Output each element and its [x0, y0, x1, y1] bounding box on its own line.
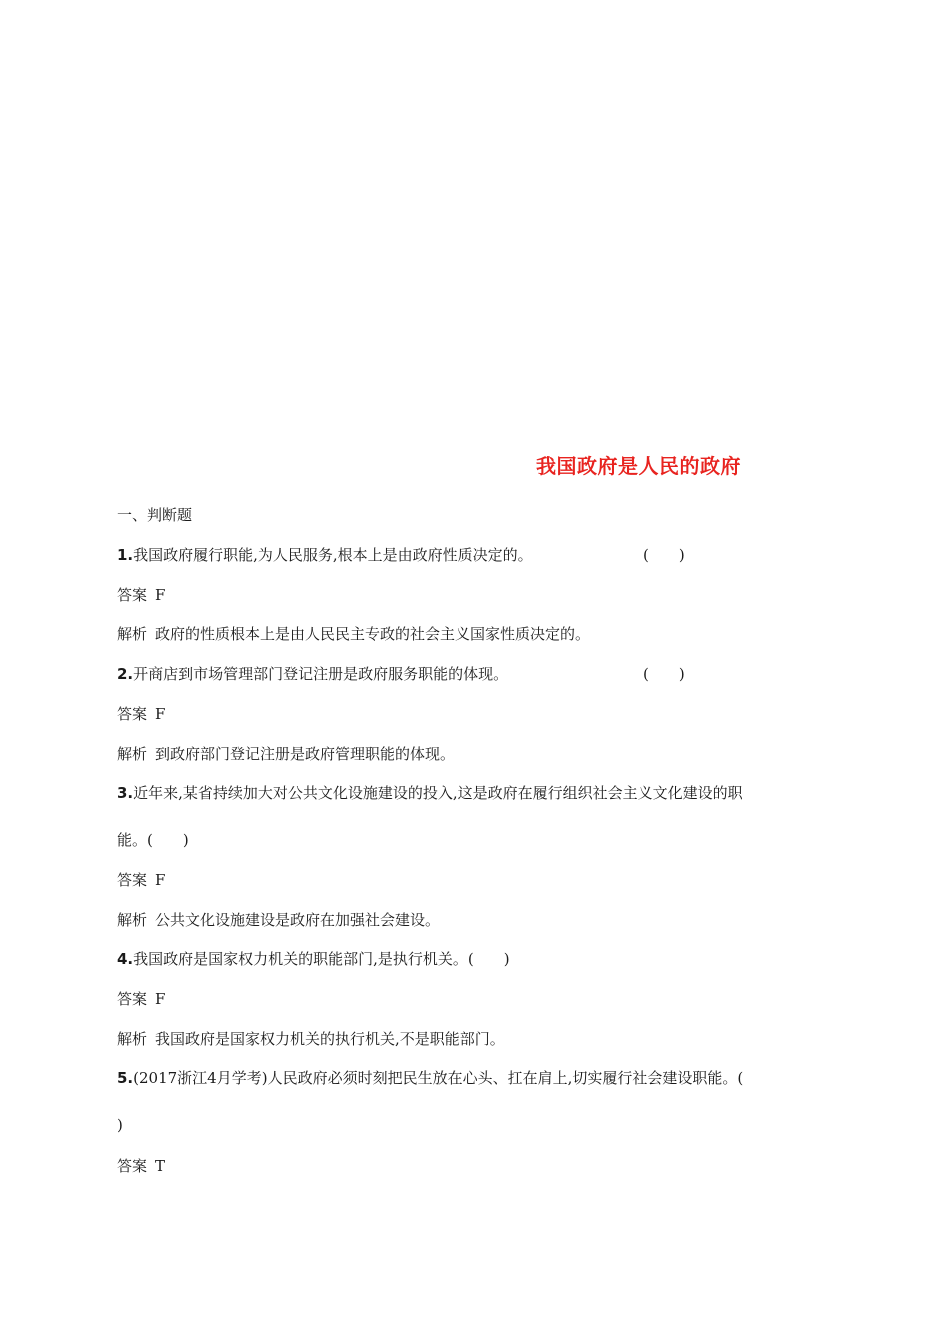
analysis-label: 解析 [117, 1030, 148, 1048]
answer-3 [117, 870, 165, 890]
question-text: 近年来,某省持续加大对公共文化设施建设的投入,这是政府在履行组织社会主义文化建设的职 [133, 784, 743, 802]
page-title: 我国政府是人民的政府 [536, 454, 741, 478]
answer-blank: ( ) [643, 546, 685, 564]
answer-label: 答案 [117, 586, 148, 604]
analysis-text: 公共文化设施建设是政府在加强社会建设。 [155, 911, 441, 929]
question-3 [117, 783, 743, 803]
analysis-text: 到政府部门登记注册是政府管理职能的体现。 [155, 745, 456, 763]
answer-label: 答案 [117, 990, 148, 1008]
answer-2 [117, 704, 165, 724]
analysis-4 [117, 1029, 505, 1049]
analysis-label: 解析 [117, 911, 148, 929]
question-1 [117, 545, 533, 565]
analysis-2 [117, 744, 455, 764]
answer-value: F [155, 586, 166, 604]
analysis-label: 解析 [117, 625, 148, 643]
question-number: 2. [117, 665, 134, 683]
answer-blank: ( ) [643, 665, 685, 683]
question-text: (2017浙江4月学考)人民政府必须时刻把民生放在心头、扛在肩上,切实履行社会建设职能。( [133, 1069, 744, 1087]
answer-label: 答案 [117, 1157, 148, 1175]
answer-5 [117, 1156, 165, 1176]
question-4 [117, 949, 510, 969]
analysis-text: 政府的性质根本上是由人民民主专政的社会主义国家性质决定的。 [155, 625, 591, 643]
question-2 [117, 664, 508, 684]
answer-4 [117, 989, 165, 1009]
answer-1 [117, 585, 165, 605]
answer-value: F [155, 871, 166, 889]
question-text: 我国政府是国家权力机关的职能部门,是执行机关。( ) [133, 950, 510, 968]
question-text: 开商店到市场管理部门登记注册是政府服务职能的体现。 [133, 665, 509, 683]
answer-label: 答案 [117, 871, 148, 889]
question-number: 3. [117, 784, 134, 802]
section-heading: 一、判断题 [117, 506, 193, 524]
question-number: 5. [117, 1069, 134, 1087]
answer-label: 答案 [117, 705, 148, 723]
analysis-3 [117, 910, 440, 930]
answer-value: T [155, 1157, 166, 1175]
question-number: 1. [117, 546, 134, 564]
analysis-text: 我国政府是国家权力机关的执行机关,不是职能部门。 [155, 1030, 505, 1048]
question-text: 我国政府履行职能,为人民服务,根本上是由政府性质决定的。 [133, 546, 533, 564]
question-3-continued: 能。( ) [117, 831, 189, 849]
question-5-continued: ) [117, 1116, 123, 1134]
answer-value: F [155, 705, 166, 723]
analysis-label: 解析 [117, 745, 148, 763]
answer-value: F [155, 990, 166, 1008]
analysis-1 [117, 624, 590, 644]
question-number: 4. [117, 950, 134, 968]
question-5 [117, 1068, 743, 1088]
